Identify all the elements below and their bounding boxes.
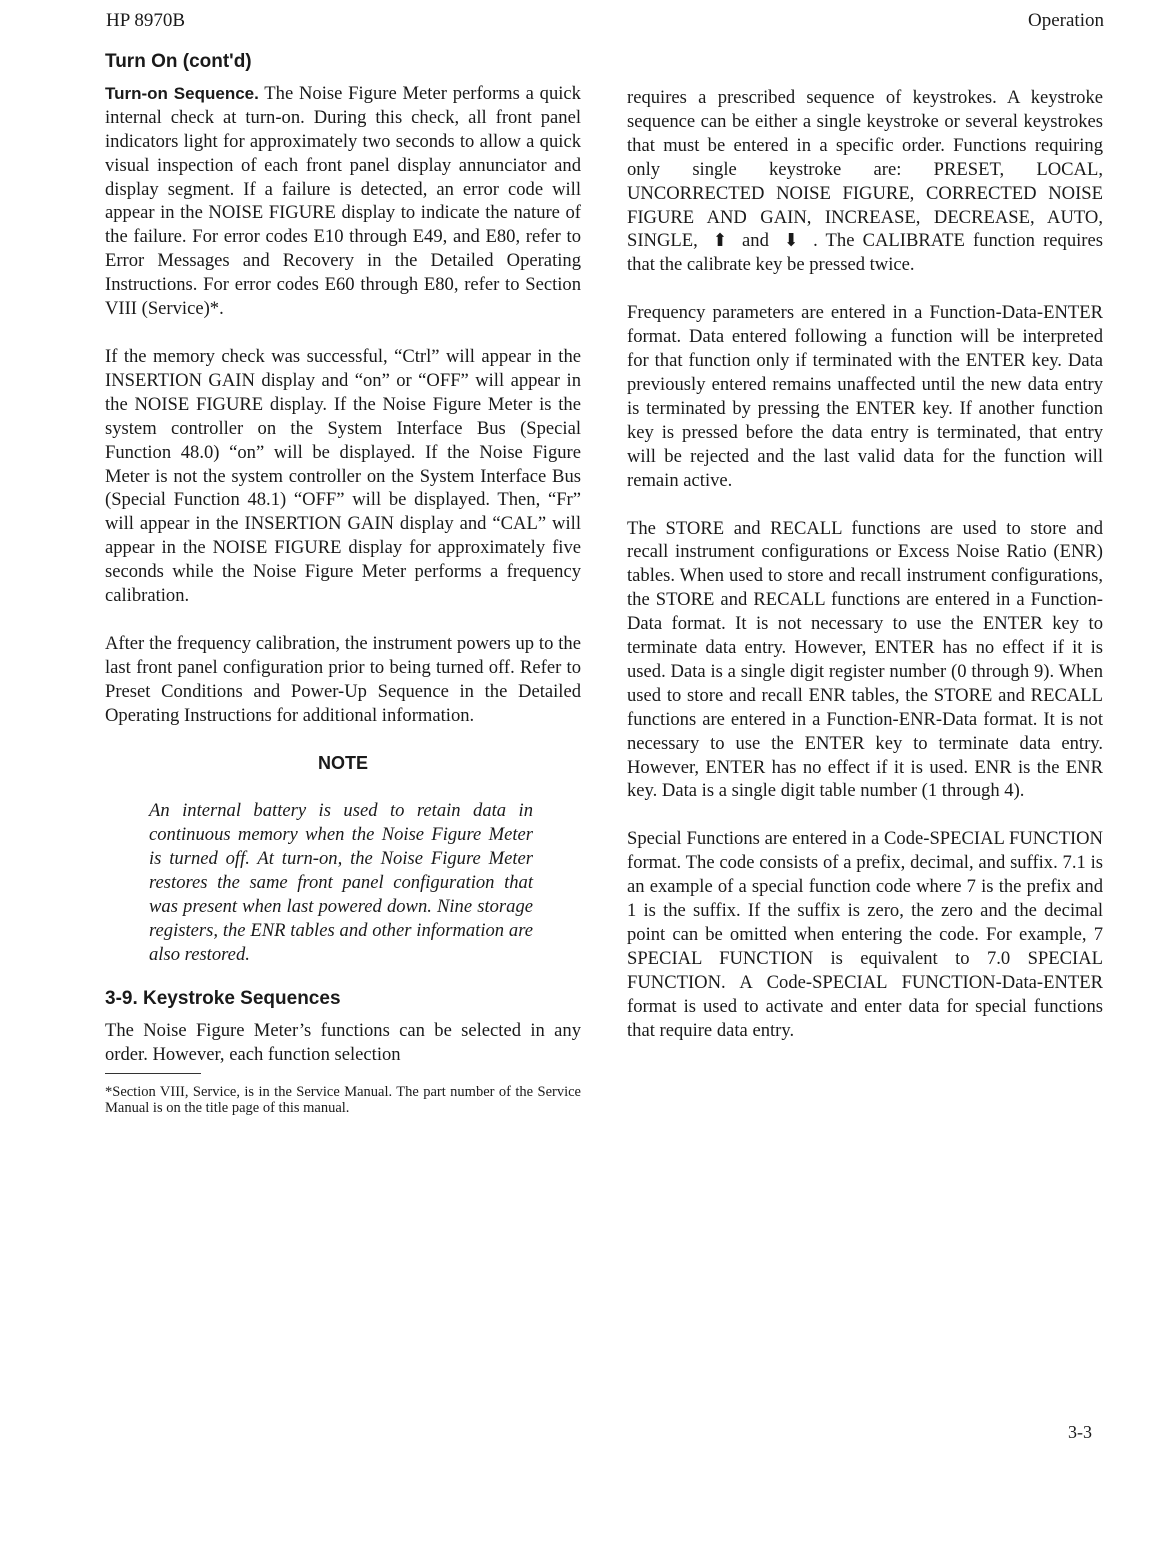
paragraph-text: and — [742, 230, 769, 252]
paragraph: Frequency parameters are entered in a Function-Data-ENTER format. Data entered following a function will be interpreted for that function only if terminated with the ENTER key. Data previously entered remains unaffected until the new data entry is terminated by pressing the ENTER key. If another function key is pressed before the data entry is terminated, that entry will be rejected and the last valid data for the function will remain active. — [627, 302, 1103, 491]
paragraph — [105, 82, 581, 321]
right-column — [627, 86, 1103, 1067]
note-title: NOTE — [317, 752, 368, 773]
run-in-heading: Turn-on Sequence. — [105, 83, 259, 103]
section-title: Turn On (cont'd) — [105, 51, 252, 72]
left-column — [105, 50, 581, 1116]
down-arrow-key-icon: ⬇ — [783, 230, 799, 251]
running-header-section: Operation — [1028, 10, 1104, 31]
running-header-title: HP 8970B — [106, 10, 186, 31]
paragraph: The STORE and RECALL functions are used to store and recall instrument configurations or Excess Noise Ratio (ENR) tables. When used to store and recall instrument configurations, the STORE and RECALL functions are entered in a Function-Data format. It is not necessary to use the ENTER key to terminate data entry. However, ENTER has no effect if it is used. Data is a single digit register number (0 through 9). When used to store and recall ENR tables, the STORE and RECALL functions are entered in a Function-ENR-Data format. It is not necessary to use the ENTER key to terminate data entry. However, ENTER has no effect if it is used. ENR is the ENR key. Data is a single digit table number (1 through 4). — [627, 517, 1103, 802]
page-number: 3-3 — [1068, 1422, 1092, 1442]
paragraph: If the memory check was successful, “Ctrl” will appear in the INSERTION GAIN display and “on” or “OFF” will appear in the NOISE FIGURE display. If the Noise Figure Meter is the system controller on the System Interface Bus (Special Function 48.0) “on” will be displayed. If the Noise Figure Meter is not the system controller on the System Interface Bus (Special Function 48.1) “OFF” will be displayed. Then, “Fr” will appear in the INSERTION GAIN display and “CAL” will appear in the NOISE FIGURE display for approximately five seconds while the Noise Figure Meter performs a frequency calibration. — [105, 345, 581, 607]
up-arrow-key-icon: ⬆ — [712, 230, 728, 251]
paragraph-text: The Noise Figure Meter performs a quick internal check at turn-on. During this check, all front panel indicators light for approximately two seconds to allow a quick visual inspection of each front panel display annunciator and display segment. If a failure is detected, an error code will appear in the NOISE FIGURE display to indicate the nature of the failure. For error codes E10 through E49, and E80, refer to Error Messages and Recovery in the Detailed Operating Instructions. For error codes E60 through E80, refer to Section VIII (Service)*. — [105, 82, 581, 320]
paragraph-text: . The CALIBRATE function requires that the calibrate key be pressed twice. — [627, 230, 1103, 276]
section-heading: 3-9. Keystroke Sequences — [105, 987, 341, 1009]
paragraph-text: requires a prescribed sequence of keystrokes. A keystroke sequence can be either a single keystroke or several keystrokes that must be entered in a specific order. Functions requiring only single keystroke are: PRESET, LOCAL, UNCORRECTED NOISE FIGURE, CORRECTED NOISE FIGURE AND GAIN, INCREASE, DECREASE, AUTO, SINGLE, — [627, 87, 1103, 252]
paragraph: The Noise Figure Meter’s functions can be selected in any order. However, each function selection — [105, 1019, 581, 1065]
footnote: *Section VIII, Service, is in the Service Manual. The part number of the Service Manual is on the title page of this manual. — [105, 1083, 581, 1116]
footnote-rule — [105, 1073, 201, 1074]
paragraph: After the frequency calibration, the instrument powers up to the last front panel configuration prior to being turned off. Refer to Preset Conditions and Power-Up Sequence in the Detailed Operating Instructions for additional information. — [105, 632, 581, 726]
paragraph: Special Functions are entered in a Code-SPECIAL FUNCTION format. The code consists of a prefix, decimal, and suffix. 7.1 is an example of a special function code where 7 is the prefix and 1 is the suffix. If the suffix is zero, the zero and the decimal point can be omitted when entering the code. For example, 7 SPECIAL FUNCTION is equivalent to 7.0 SPECIAL FUNCTION. A Code-SPECIAL FUNCTION-Data-ENTER format is used to activate and enter data for special functions that require data entry. — [627, 828, 1103, 1041]
paragraph — [627, 86, 1103, 277]
note-body: An internal battery is used to retain data in continuous memory when the Noise Figure Meter is turned off. At turn-on, the Noise Figure Meter restores the same front panel configuration that was present when last powered down. Nine storage registers, the ENR tables and other information are also restored. — [149, 800, 533, 965]
